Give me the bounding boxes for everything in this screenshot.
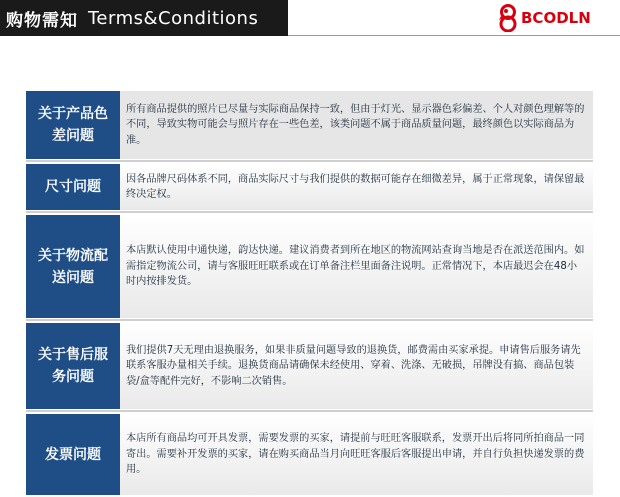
row-label: 关于物流配送问题 (26, 215, 120, 318)
terms-row-aftersales (26, 323, 593, 409)
row-content: 所有商品提供的照片已尽量与实际商品保持一致，但由于灯光、显示器色彩偏差、个人对颜色理解等的不同，导致实物可能会与照片存在一些色差，该类问题不属于商品质量问题，最终颜色以实际商品为准。 (120, 91, 593, 159)
terms-table (26, 91, 593, 497)
row-divider (26, 211, 593, 213)
terms-row-color (26, 91, 593, 159)
page-header (0, 0, 620, 40)
page-title-english: Terms&Conditions (88, 7, 259, 29)
brand-logo-text: BCODLN (521, 9, 591, 27)
title-bar (0, 0, 288, 36)
row-label: 关于产品色差问题 (26, 91, 120, 159)
row-content: 本店默认使用中通快递，韵达快递。建议消费者到所在地区的物流网站查询当地是否在派送范围内。如需指定物流公司，请与客服旺旺联系或在订单备注栏里面备注说明。正常情况下，本店最迟会在48小时内按排发货。 (120, 215, 593, 318)
row-content: 本店所有商品均可开具发票，需要发票的买家，请提前与旺旺客服联系，发票开出后将同所拍商品一同寄出。需要补开发票的买家，请在购买商品当月向旺旺客服后客服提出申请，并自行负担快递发票的费用。 (120, 414, 593, 495)
row-divider (26, 160, 593, 162)
brand-logo (498, 2, 608, 34)
row-divider (26, 410, 593, 412)
row-label: 尺寸问题 (26, 164, 120, 210)
row-label: 发票问题 (26, 414, 120, 495)
title-divider (288, 35, 620, 36)
terms-row-size (26, 164, 593, 210)
terms-row-shipping (26, 215, 593, 318)
row-divider (26, 319, 593, 321)
row-content: 我们提供7天无理由退换服务，如果非质量问题导致的退换货，邮费需由买家承提。申请售后服务请先联系客服办量相关手续。退换货商品请确保未经使用、穿着、洗涤、无破损，吊牌没有搞、商品包装袋/盒等配件完好，不影响二次销售。 (120, 323, 593, 409)
row-content: 因各品牌尺码体系不同，商品实际尺寸与我们提供的数据可能存在细微差异，属于正常现象，请保留最终决定权。 (120, 164, 593, 210)
terms-row-invoice (26, 414, 593, 495)
brand-logo-icon (498, 4, 518, 32)
page-title-chinese: 购物需知 (6, 10, 78, 31)
row-label: 关于售后服务问题 (26, 323, 120, 409)
